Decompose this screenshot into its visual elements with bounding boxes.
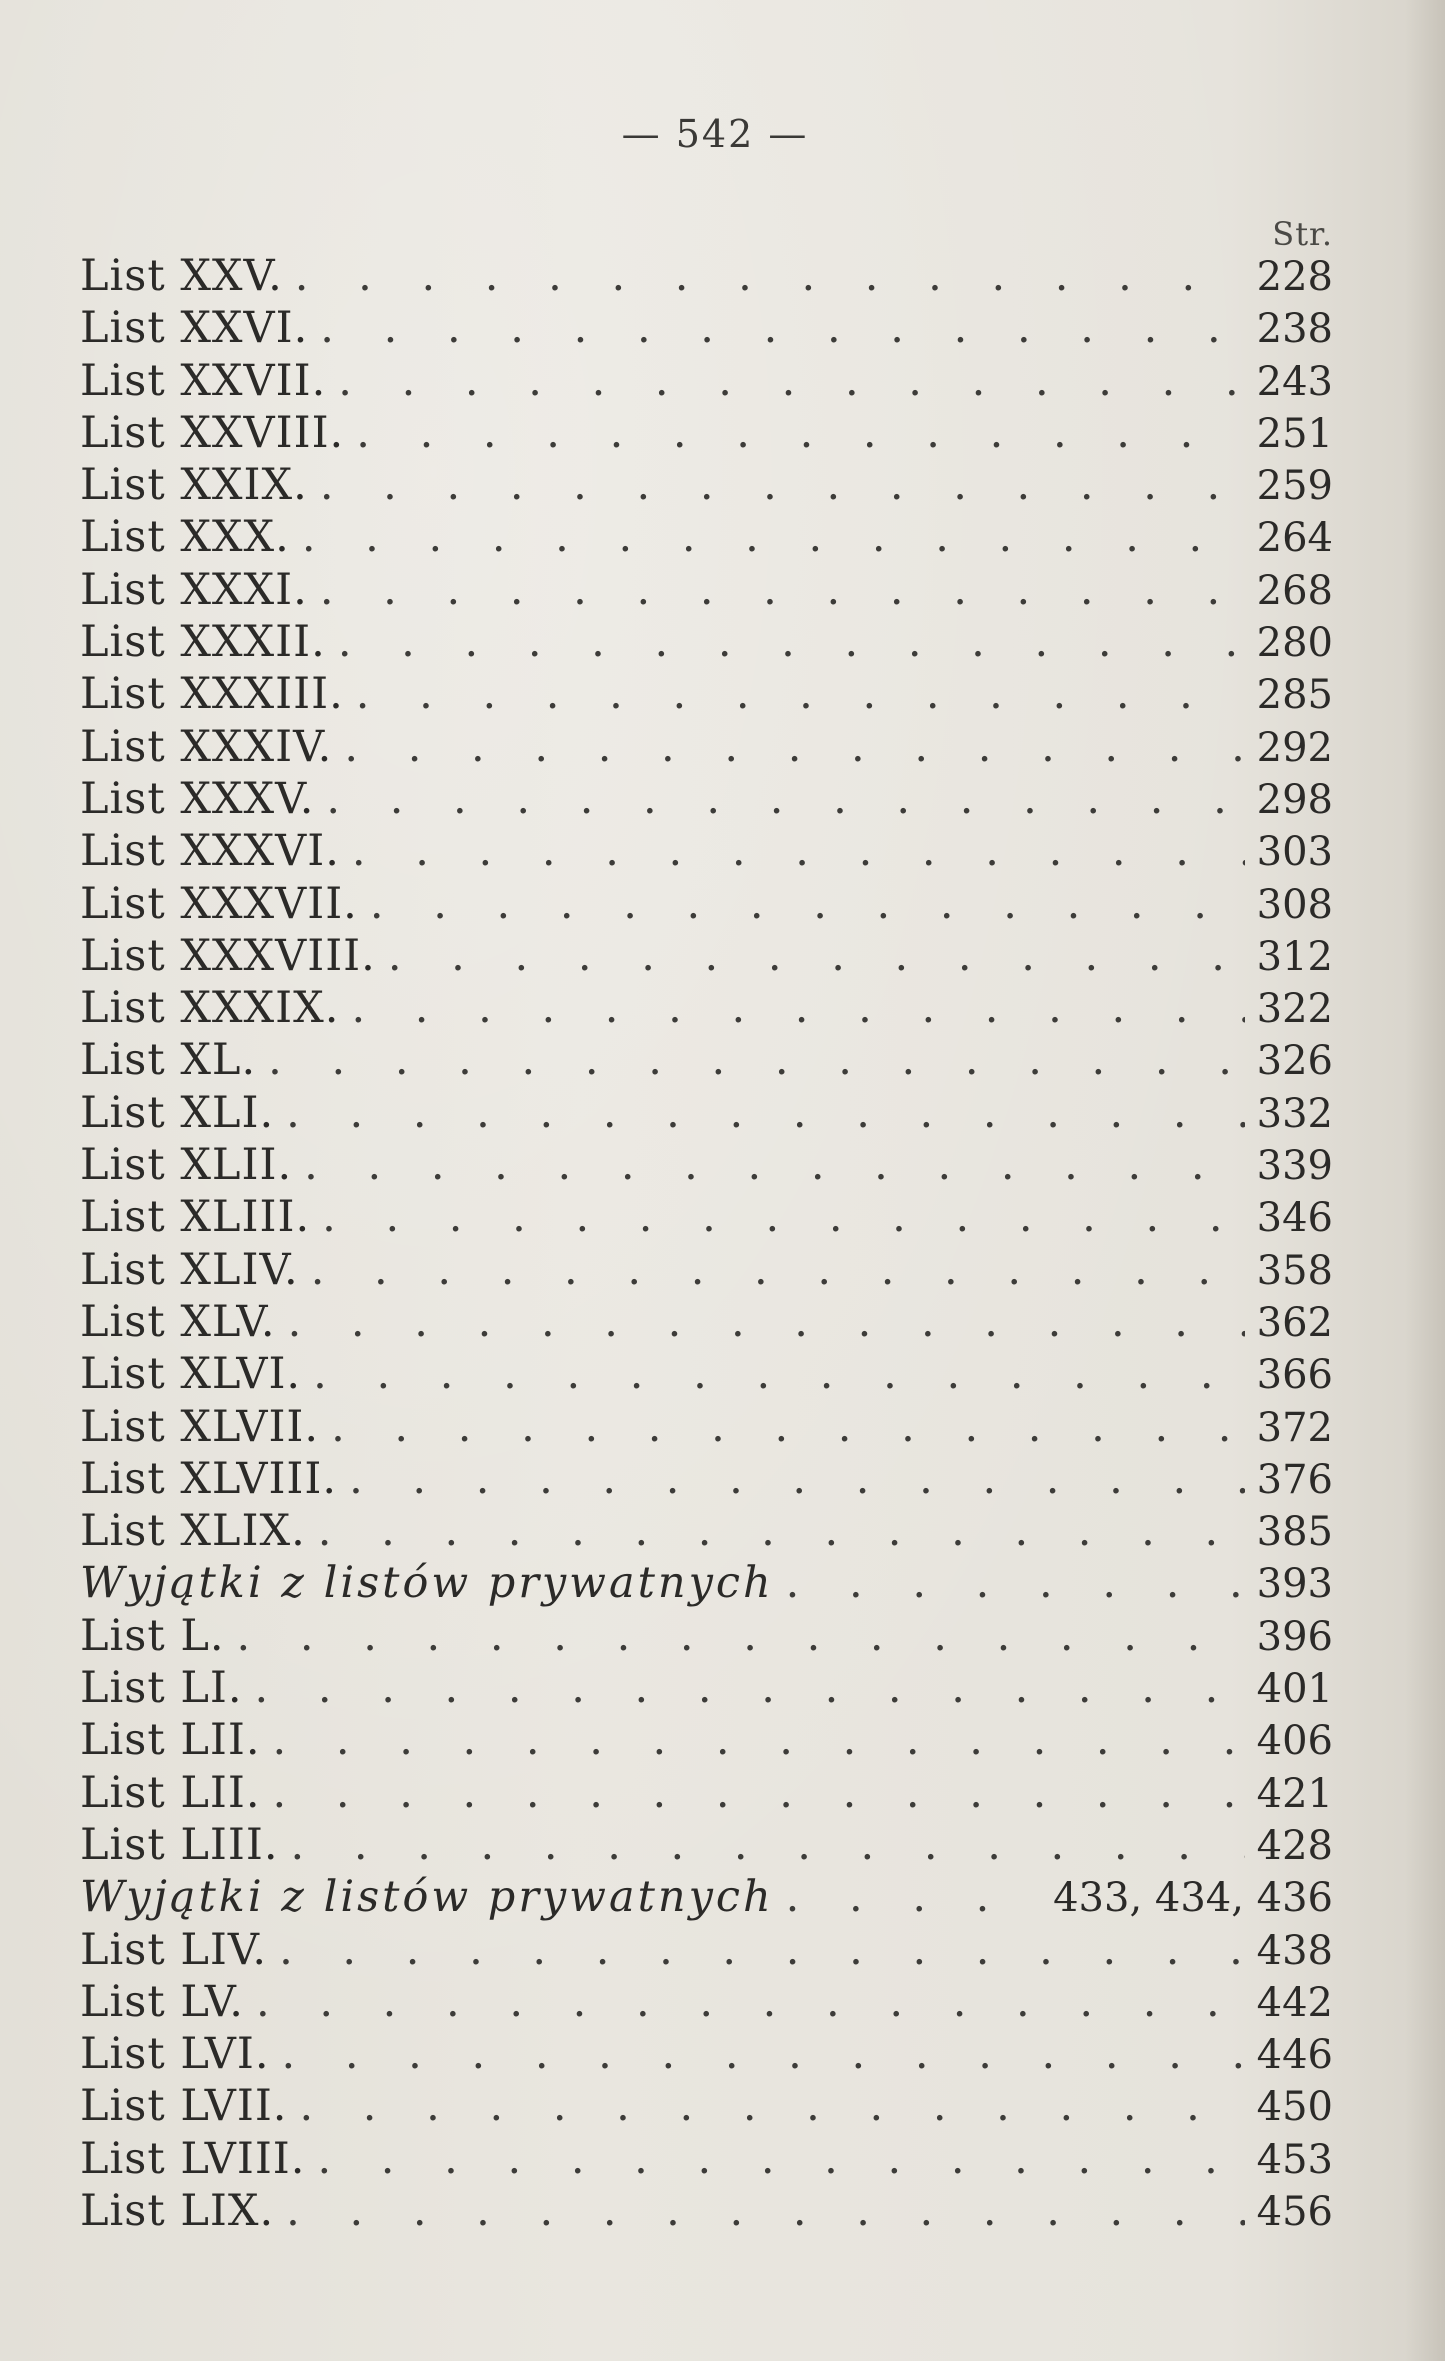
toc-entry [80,1924,1333,1976]
toc-entry [80,1557,1333,1609]
dot-leader [338,616,1245,668]
toc-entry-title: List XXVIII. [80,407,345,458]
toc-entry-page: 393 [1256,1561,1333,1608]
toc-entry [80,2185,1333,2237]
toc-entry [80,1819,1333,1871]
toc-entry-title: List LI. [80,1663,243,1714]
dot-leader [304,1139,1245,1191]
toc-entry-page: 292 [1256,724,1333,771]
toc-entry [80,616,1333,668]
toc-entry-title: List XXXVI. [80,826,340,877]
dot-leader [256,1976,1245,2028]
toc-entry-title: List L. [80,1610,225,1661]
toc-entry-page: 268 [1256,567,1333,614]
toc-entry-page: 421 [1256,1770,1333,1817]
toc-entry-title: List XXXVII. [80,878,358,929]
toc-entry-title: List LII. [80,1715,261,1766]
dot-leader [320,564,1245,616]
toc-entry-page: 228 [1256,254,1333,300]
toc-entry-title: List XLV. [80,1296,276,1347]
toc-entry-title: List XXV. [80,251,283,301]
toc-entry [80,1453,1333,1505]
dot-leader [273,1767,1245,1819]
toc-entry [80,1034,1333,1086]
toc-entry-page: 339 [1256,1143,1333,1190]
dot-leader [349,1453,1245,1505]
toc-entry [80,2028,1333,2080]
toc-entry [80,1976,1333,2028]
toc-entry-title: List XXXI. [80,564,308,615]
page-column-header: Str. [1272,215,1333,253]
toc-entry [80,1505,1333,1557]
toc-entry [80,1139,1333,1191]
toc-entry-title: List XXXVIII. [80,930,376,981]
dot-leader [320,459,1245,511]
toc-entry-title: List XLIII. [80,1192,311,1243]
toc-entry-page: 366 [1256,1352,1333,1399]
toc-entry [80,773,1333,825]
toc-entry-title: List LIX. [80,2185,275,2236]
toc-entry [80,564,1333,616]
dot-leader [286,2185,1244,2237]
dot-leader [299,2080,1244,2132]
toc-entry [80,1610,1333,1662]
toc-entry [80,2133,1333,2185]
toc-entry [80,1296,1333,1348]
toc-entry-page: 406 [1256,1718,1333,1765]
toc-entry-title: List XXXIV. [80,721,333,772]
dot-leader [326,773,1244,825]
toc-entry-title: List XLIV. [80,1244,299,1295]
toc-entry-page: 322 [1256,986,1333,1033]
dot-leader [281,2028,1244,2080]
toc-entry-title: List XLI. [80,1087,275,1138]
toc-entry-page: 243 [1256,358,1333,405]
toc-entry [80,982,1333,1034]
dot-leader [311,1244,1245,1296]
toc-entry [80,1714,1333,1766]
dot-leader [286,1087,1244,1139]
toc-entry [80,825,1333,877]
toc-entry-page: 264 [1256,515,1333,562]
dot-leader [388,930,1245,982]
dot-leader [786,1871,1041,1923]
toc-entry-title: Wyjątki z listów prywatnych [80,1872,774,1923]
toc-entry-page: 396 [1256,1613,1333,1660]
toc-entry-title: List LIII. [80,1819,279,1870]
dot-leader [295,250,1245,302]
toc-entry [80,511,1333,563]
dot-leader [370,878,1245,930]
toc-entry-title: List LV. [80,1976,244,2027]
toc-entry-title: List LVIII. [80,2133,306,2184]
toc-entry-page: 450 [1256,2084,1333,2131]
dot-leader [255,1662,1245,1714]
toc-entry-title: List XXXII. [80,617,326,668]
toc-entry-title: List XLVIII. [80,1453,338,1504]
toc-entry-title: List LVI. [80,2029,270,2080]
toc-entry-page: 428 [1256,1822,1333,1869]
toc-entry-page: 433, 434, 436 [1053,1875,1333,1922]
toc-entry-page: 326 [1256,1038,1333,1085]
toc-entry [80,1767,1333,1819]
toc-entry-title: List XXX. [80,512,290,563]
toc-entry-page: 446 [1256,2032,1333,2079]
toc-entry-page: 376 [1256,1456,1333,1503]
dot-leader [331,1401,1245,1453]
toc-entry-title: List XXXIII. [80,669,344,720]
toc-entry-page: 312 [1256,933,1333,980]
toc-entry [80,721,1333,773]
toc-entry-page: 346 [1256,1195,1333,1242]
toc-entry-page: 456 [1256,2188,1333,2235]
toc-entry-page: 238 [1256,306,1333,353]
dot-leader [318,1505,1245,1557]
dot-leader [313,1348,1245,1400]
toc-entry [80,355,1333,407]
toc-entry-page: 332 [1256,1090,1333,1137]
toc-entry-page: 401 [1256,1666,1333,1713]
toc-entry-title: List XXIX. [80,460,308,511]
page-edge-shadow [1405,0,1445,2361]
toc-entry [80,930,1333,982]
table-of-contents [80,250,1333,2237]
dot-leader [344,721,1244,773]
toc-entry-title: List LII. [80,1767,261,1818]
dot-leader [268,1034,1244,1086]
toc-entry-page: 358 [1256,1247,1333,1294]
toc-entry [80,2080,1333,2132]
toc-entry [80,407,1333,459]
toc-entry-page: 251 [1256,410,1333,457]
toc-entry [80,1401,1333,1453]
page-number: — 542 — [621,112,809,156]
toc-entry [80,878,1333,930]
dot-leader [237,1610,1245,1662]
toc-entry-page: 385 [1256,1509,1333,1556]
toc-entry-page: 259 [1256,463,1333,510]
toc-entry-title: List LVII. [80,2081,288,2132]
toc-entry-title: List XLII. [80,1140,293,1191]
dot-leader [279,1924,1245,1976]
dot-leader [302,511,1245,563]
toc-entry-title: List XLVI. [80,1349,302,1400]
toc-entry-page: 438 [1256,1927,1333,1974]
dot-leader [322,1191,1245,1243]
dot-leader [288,1296,1245,1348]
toc-entry-title: Wyjątki z listów prywatnych [80,1558,774,1609]
toc-entry-page: 362 [1256,1299,1333,1346]
toc-entry-title: List XXXIX. [80,983,340,1034]
toc-entry [80,250,1333,302]
toc-entry-title: List XXVII. [80,355,327,406]
toc-entry [80,1191,1333,1243]
toc-entry [80,1662,1333,1714]
toc-entry-page: 442 [1256,1979,1333,2026]
toc-entry-page: 280 [1256,620,1333,667]
dot-leader [291,1819,1245,1871]
dot-leader [356,668,1245,720]
dot-leader [352,825,1245,877]
toc-entry [80,459,1333,511]
dot-leader [786,1557,1245,1609]
toc-entry-title: List XLIX. [80,1506,306,1557]
toc-entry [80,1244,1333,1296]
dot-leader [320,302,1244,354]
dot-leader [351,982,1244,1034]
toc-entry-page: 303 [1256,829,1333,876]
toc-entry-title: List XXXV. [80,773,315,824]
toc-entry-title: List XXVI. [80,303,309,354]
toc-entry [80,1087,1333,1139]
toc-entry [80,668,1333,720]
dot-leader [273,1714,1245,1766]
toc-entry-title: List XL. [80,1035,257,1086]
toc-entry-title: List LIV. [80,1924,268,1975]
dot-leader [338,355,1244,407]
toc-entry [80,1348,1333,1400]
toc-entry [80,302,1333,354]
dot-leader [356,407,1244,459]
toc-entry-page: 285 [1256,672,1333,719]
toc-entry-page: 298 [1256,776,1333,823]
toc-entry [80,1871,1333,1923]
toc-entry-page: 372 [1256,1404,1333,1451]
toc-entry-page: 453 [1256,2136,1333,2183]
toc-entry-title: List XLVII. [80,1401,320,1452]
dot-leader [317,2133,1244,2185]
toc-entry-page: 308 [1256,881,1333,928]
